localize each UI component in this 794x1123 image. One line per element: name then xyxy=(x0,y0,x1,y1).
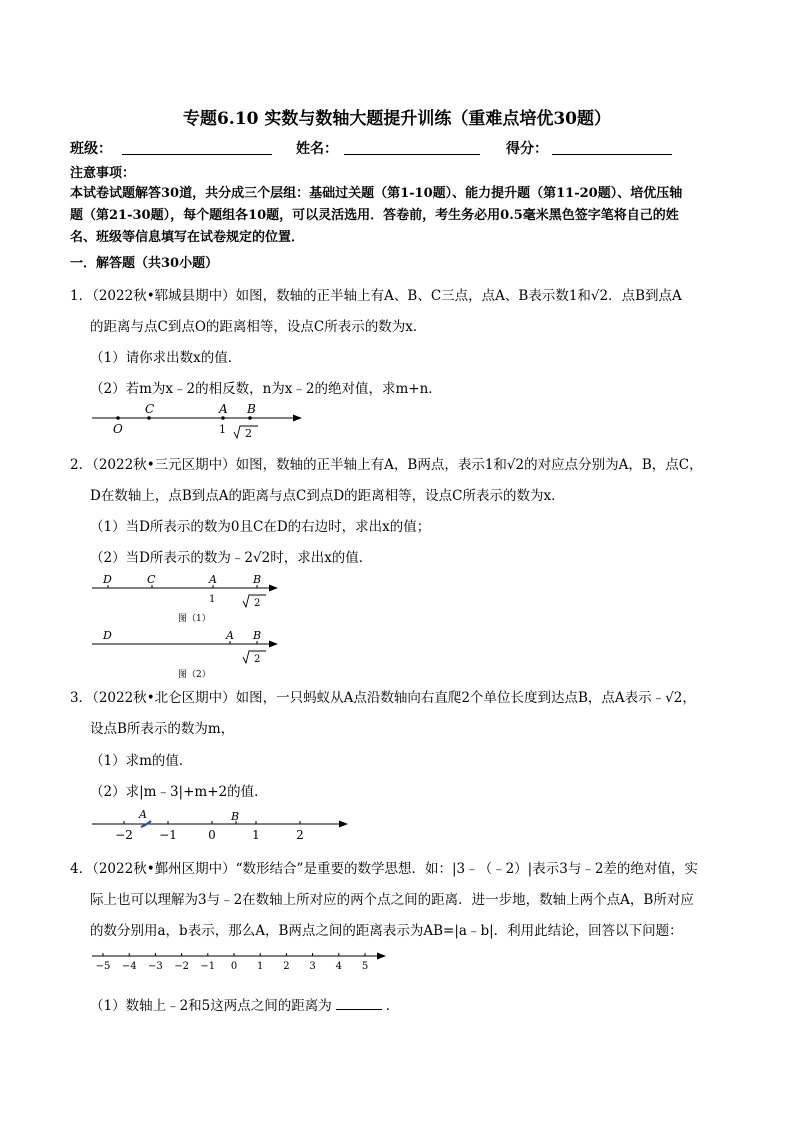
q3-sub2: （2）求|m﹣3|+m+2的值． xyxy=(90,784,268,800)
tick-label: −2 xyxy=(115,828,133,842)
label-c: C xyxy=(147,573,156,586)
label-d: D xyxy=(103,573,112,586)
q4-sub1-text: （1）数轴上﹣2和5这两点之间的距离为 xyxy=(90,998,332,1014)
score-field[interactable] xyxy=(552,154,672,155)
tick-label: −1 xyxy=(159,828,177,842)
tick-label: −3 xyxy=(148,961,163,972)
figure-caption: 图（1） xyxy=(178,614,211,624)
tick-label: 5 xyxy=(361,961,369,972)
label-root2: 2 xyxy=(254,598,261,609)
class-label: 班级： xyxy=(70,141,112,157)
q3-sub1: （1）求m的值． xyxy=(90,753,193,769)
q2-line: 2．（2022秋•三元区期中）如图，数轴的正半轴上有A，B两点，表示1和√2的对应点分别为A，B，点C， xyxy=(70,457,703,473)
q1-sub1: （1）请你求出数x的值． xyxy=(90,350,242,366)
section-heading: 一．解答题（共30小题） xyxy=(70,256,219,271)
score-label: 得分： xyxy=(506,141,548,157)
q1-number-line xyxy=(88,400,318,442)
q3-number-line xyxy=(88,806,358,846)
tick-label: 1 xyxy=(257,961,264,972)
label-one: 1 xyxy=(209,594,216,605)
tick-label: −4 xyxy=(121,961,137,972)
q3-line: 3．（2022秋•北仑区期中）如图，一只蚂蚁从A点沿数轴向右直爬2个单位长度到达点B，点A表示﹣√2， xyxy=(70,690,696,706)
tick-label: 1 xyxy=(252,828,260,842)
label-c: C xyxy=(145,402,155,416)
q1-sub2: （2）若m为x﹣2的相反数，n为x﹣2的绝对值，求m+n． xyxy=(90,381,442,397)
label-a: A xyxy=(219,402,228,416)
q4-line: 际上也可以理解为3与﹣2在数轴上所对应的两个点之间的距离．进一步地，数轴上两个点A，B所对应 xyxy=(90,892,694,908)
point-a xyxy=(221,416,225,420)
q4-line: 4．（2022秋•鄞州区期中）“数形结合”是重要的数学思想．如：|3﹣（﹣2）|表示3与﹣2差的绝对值，实 xyxy=(70,861,698,877)
label-b: B xyxy=(253,629,262,642)
tick-label: −1 xyxy=(200,961,216,972)
label-o: O xyxy=(113,422,123,436)
notes-line: 名、班级等信息填写在试卷规定的位置． xyxy=(70,230,305,245)
label-b: B xyxy=(247,402,256,416)
label-one: 1 xyxy=(219,423,226,436)
q2-figure-2 xyxy=(88,628,288,680)
page-title: 专题6.10 实数与数轴大题提升训练（重难点培优30题） xyxy=(183,109,611,129)
answer-blank-end: ． xyxy=(385,998,400,1014)
tick-label: 4 xyxy=(335,961,342,972)
name-label: 姓名： xyxy=(296,141,338,157)
notes-line: 本试卷试题解答30道，共分成三个层组：基础过关题（第1-10题）、能力提升题（第11-20题）、培优压轴 xyxy=(70,186,683,201)
name-field[interactable] xyxy=(344,154,480,155)
q1-line: 1．（2022秋•郓城县期中）如图，数轴的正半轴上有A、B、C三点，点A、B表示数1和√2．点B到点A xyxy=(70,288,682,304)
tick-label: 2 xyxy=(296,828,304,842)
q4-line: 的数分别用a，b表示，那么A，B两点之间的距离表示为AB=|a﹣b|．利用此结论，回答以下问题： xyxy=(90,923,683,939)
notes-heading: 注意事项： xyxy=(70,166,136,181)
tick-label: −2 xyxy=(174,961,189,972)
answer-blank[interactable] xyxy=(336,997,382,1010)
q1-line: 的距离与点C到点O的距离相等，设点C所表示的数为x． xyxy=(90,319,427,335)
tick-label: −5 xyxy=(95,961,111,972)
point-b xyxy=(248,416,252,420)
q4-sub1 xyxy=(90,994,399,1014)
label-a: A xyxy=(209,573,217,586)
label-b: B xyxy=(253,573,262,586)
label-a: A xyxy=(139,808,147,821)
point-o xyxy=(116,416,120,420)
q2-figure-1 xyxy=(88,572,288,624)
notes-line: 题（第21-30题），每个题组各10题，可以灵活选用．答卷前，考生务必用0.5毫米黑色签字笔将自己的姓 xyxy=(70,208,679,223)
q2-line: D在数轴上，点B到点A的距离与点C到点D的距离相等，设点C所表示的数为x． xyxy=(90,488,565,504)
tick-label: 0 xyxy=(208,828,216,842)
label-b: B xyxy=(231,810,240,823)
q2-sub1: （1）当D所表示的数为0且C在D的右边时，求出x的值； xyxy=(90,519,431,535)
q2-sub2: （2）当D所表示的数为﹣2√2时，求出x的值． xyxy=(90,550,373,566)
label-a: A xyxy=(226,629,234,642)
point-c xyxy=(147,416,151,420)
class-field[interactable] xyxy=(122,154,272,155)
q4-number-line xyxy=(88,944,398,978)
label-root2: 2 xyxy=(245,427,252,440)
q3-line: 设点B所表示的数为m， xyxy=(90,721,235,737)
tick-label: 0 xyxy=(230,961,238,972)
label-d: D xyxy=(103,629,112,642)
tick-label: 3 xyxy=(309,961,316,972)
label-root2: 2 xyxy=(254,654,261,665)
figure-caption: 图（2） xyxy=(178,670,211,680)
tick-label: 2 xyxy=(283,961,290,972)
